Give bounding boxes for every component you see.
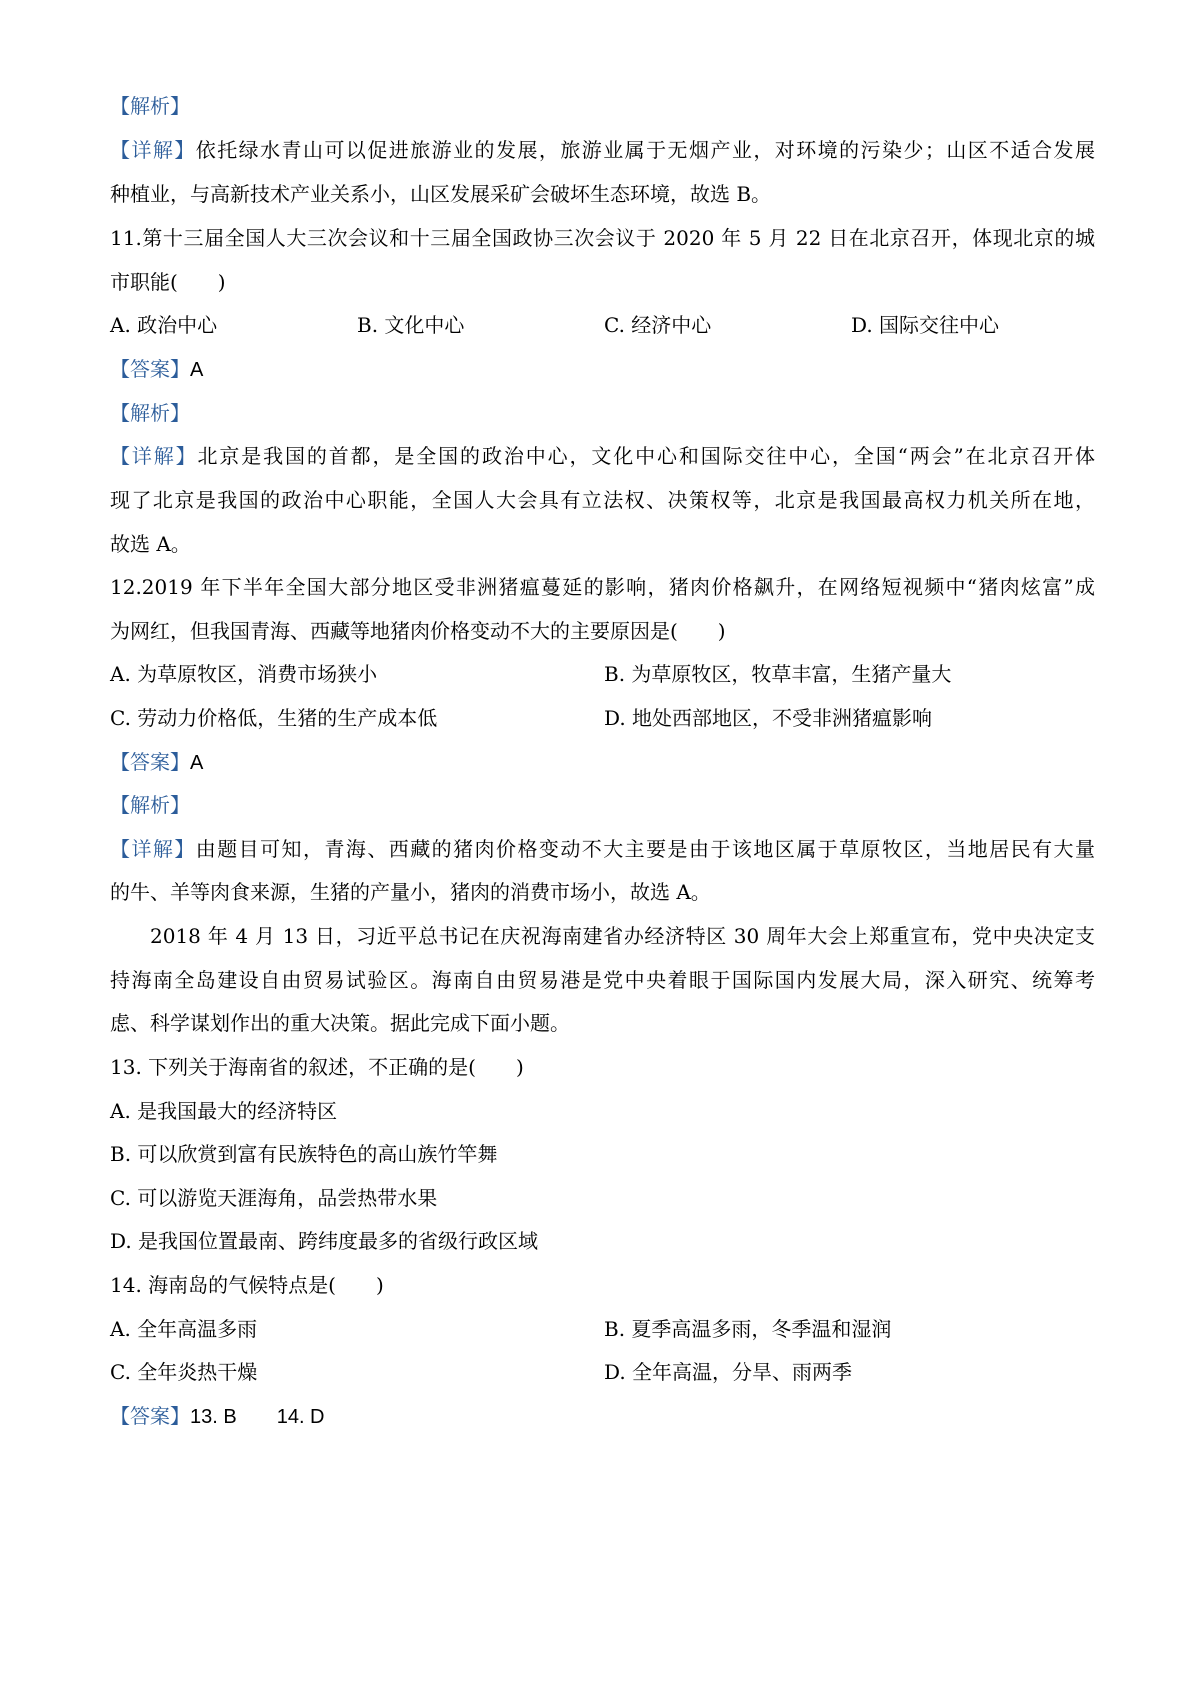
detail-q10-line1: 【详解】依托绿水青山可以促进旅游业的发展，旅游业属于无烟产业，对环境的污染少；山区不适合发展 — [110, 138, 1096, 162]
q11-option-a: A. 政治中心 — [110, 313, 218, 337]
q11-option-c: C. 经济中心 — [604, 313, 712, 337]
q12-option-b: B. 为草原牧区，牧草丰富，生猪产量大 — [604, 662, 952, 686]
q13-option-d: D. 是我国位置最南、跨纬度最多的省级行政区域 — [110, 1229, 539, 1253]
answer-q13-q14: 【答案】13. B 14. D — [110, 1404, 325, 1428]
analysis-heading-q10: 【解析】 — [110, 94, 190, 118]
q14-option-c: C. 全年炎热干燥 — [110, 1360, 258, 1384]
question-12-stem-cont: 为网红，但我国青海、西藏等地猪肉价格变动不大的主要原因是( ) — [110, 619, 726, 643]
question-14-stem: 14. 海南岛的气候特点是( ) — [110, 1273, 384, 1297]
passage-line2: 持海南全岛建设自由贸易试验区。海南自由贸易港是党中央着眼于国际国内发展大局，深入研究、统筹考 — [110, 968, 1095, 992]
q12-option-c: C. 劳动力价格低，生猪的生产成本低 — [110, 706, 438, 730]
detail-q10-line2: 种植业，与高新技术产业关系小，山区发展采矿会破坏生态环境，故选 B。 — [110, 182, 772, 206]
detail-q12-line1: 【详解】由题目可知，青海、西藏的猪肉价格变动不大主要是由于该地区属于草原牧区，当地居民有大量 — [110, 837, 1096, 861]
analysis-heading-q11: 【解析】 — [110, 401, 190, 425]
detail-q12-line2: 的牛、羊等肉食来源，生猪的产量小，猪肉的消费市场小，故选 A。 — [110, 880, 711, 904]
detail-q11-line3: 故选 A。 — [110, 532, 191, 556]
answer-q12: 【答案】A — [110, 750, 204, 774]
passage-line1: 2018 年 4 月 13 日，习近平总书记在庆祝海南建省办经济特区 30 周年大会上郑重宣布，党中央决定支 — [150, 924, 1095, 948]
q11-option-b: B. 文化中心 — [357, 313, 465, 337]
passage-line3: 虑、科学谋划作出的重大决策。据此完成下面小题。 — [110, 1011, 570, 1035]
q14-option-a: A. 全年高温多雨 — [110, 1317, 258, 1341]
question-11-stem: 11.第十三届全国人大三次会议和十三届全国政协三次会议于 2020 年 5 月 22 日在北京召开，体现北京的城 — [110, 226, 1095, 250]
q12-option-d: D. 地处西部地区，不受非洲猪瘟影响 — [604, 706, 933, 730]
answer-q11: 【答案】A — [110, 357, 204, 381]
q14-option-d: D. 全年高温，分旱、雨两季 — [604, 1360, 853, 1384]
question-11-stem-cont: 市职能( ) — [110, 270, 226, 294]
q13-option-a: A. 是我国最大的经济特区 — [110, 1099, 338, 1123]
q13-option-c: C. 可以游览天涯海角，品尝热带水果 — [110, 1186, 438, 1210]
question-12-stem: 12.2019 年下半年全国大部分地区受非洲猪瘟蔓延的影响，猪肉价格飙升，在网络短视频中“猪肉炫富”成 — [110, 575, 1095, 599]
question-13-stem: 13. 下列关于海南省的叙述，不正确的是( ) — [110, 1055, 524, 1079]
analysis-heading-q12: 【解析】 — [110, 793, 190, 817]
detail-q11-line2: 现了北京是我国的政治中心职能，全国人大会具有立法权、决策权等，北京是我国最高权力机关所在地， — [110, 488, 1095, 512]
q11-option-d: D. 国际交往中心 — [851, 313, 1000, 337]
q13-option-b: B. 可以欣赏到富有民族特色的高山族竹竿舞 — [110, 1142, 498, 1166]
detail-q11-line1: 【详解】北京是我国的首都，是全国的政治中心，文化中心和国际交往中心，全国“两会”在北京召开体 — [110, 444, 1095, 468]
q14-option-b: B. 夏季高温多雨，冬季温和湿润 — [604, 1317, 892, 1341]
q12-option-a: A. 为草原牧区，消费市场狭小 — [110, 662, 378, 686]
